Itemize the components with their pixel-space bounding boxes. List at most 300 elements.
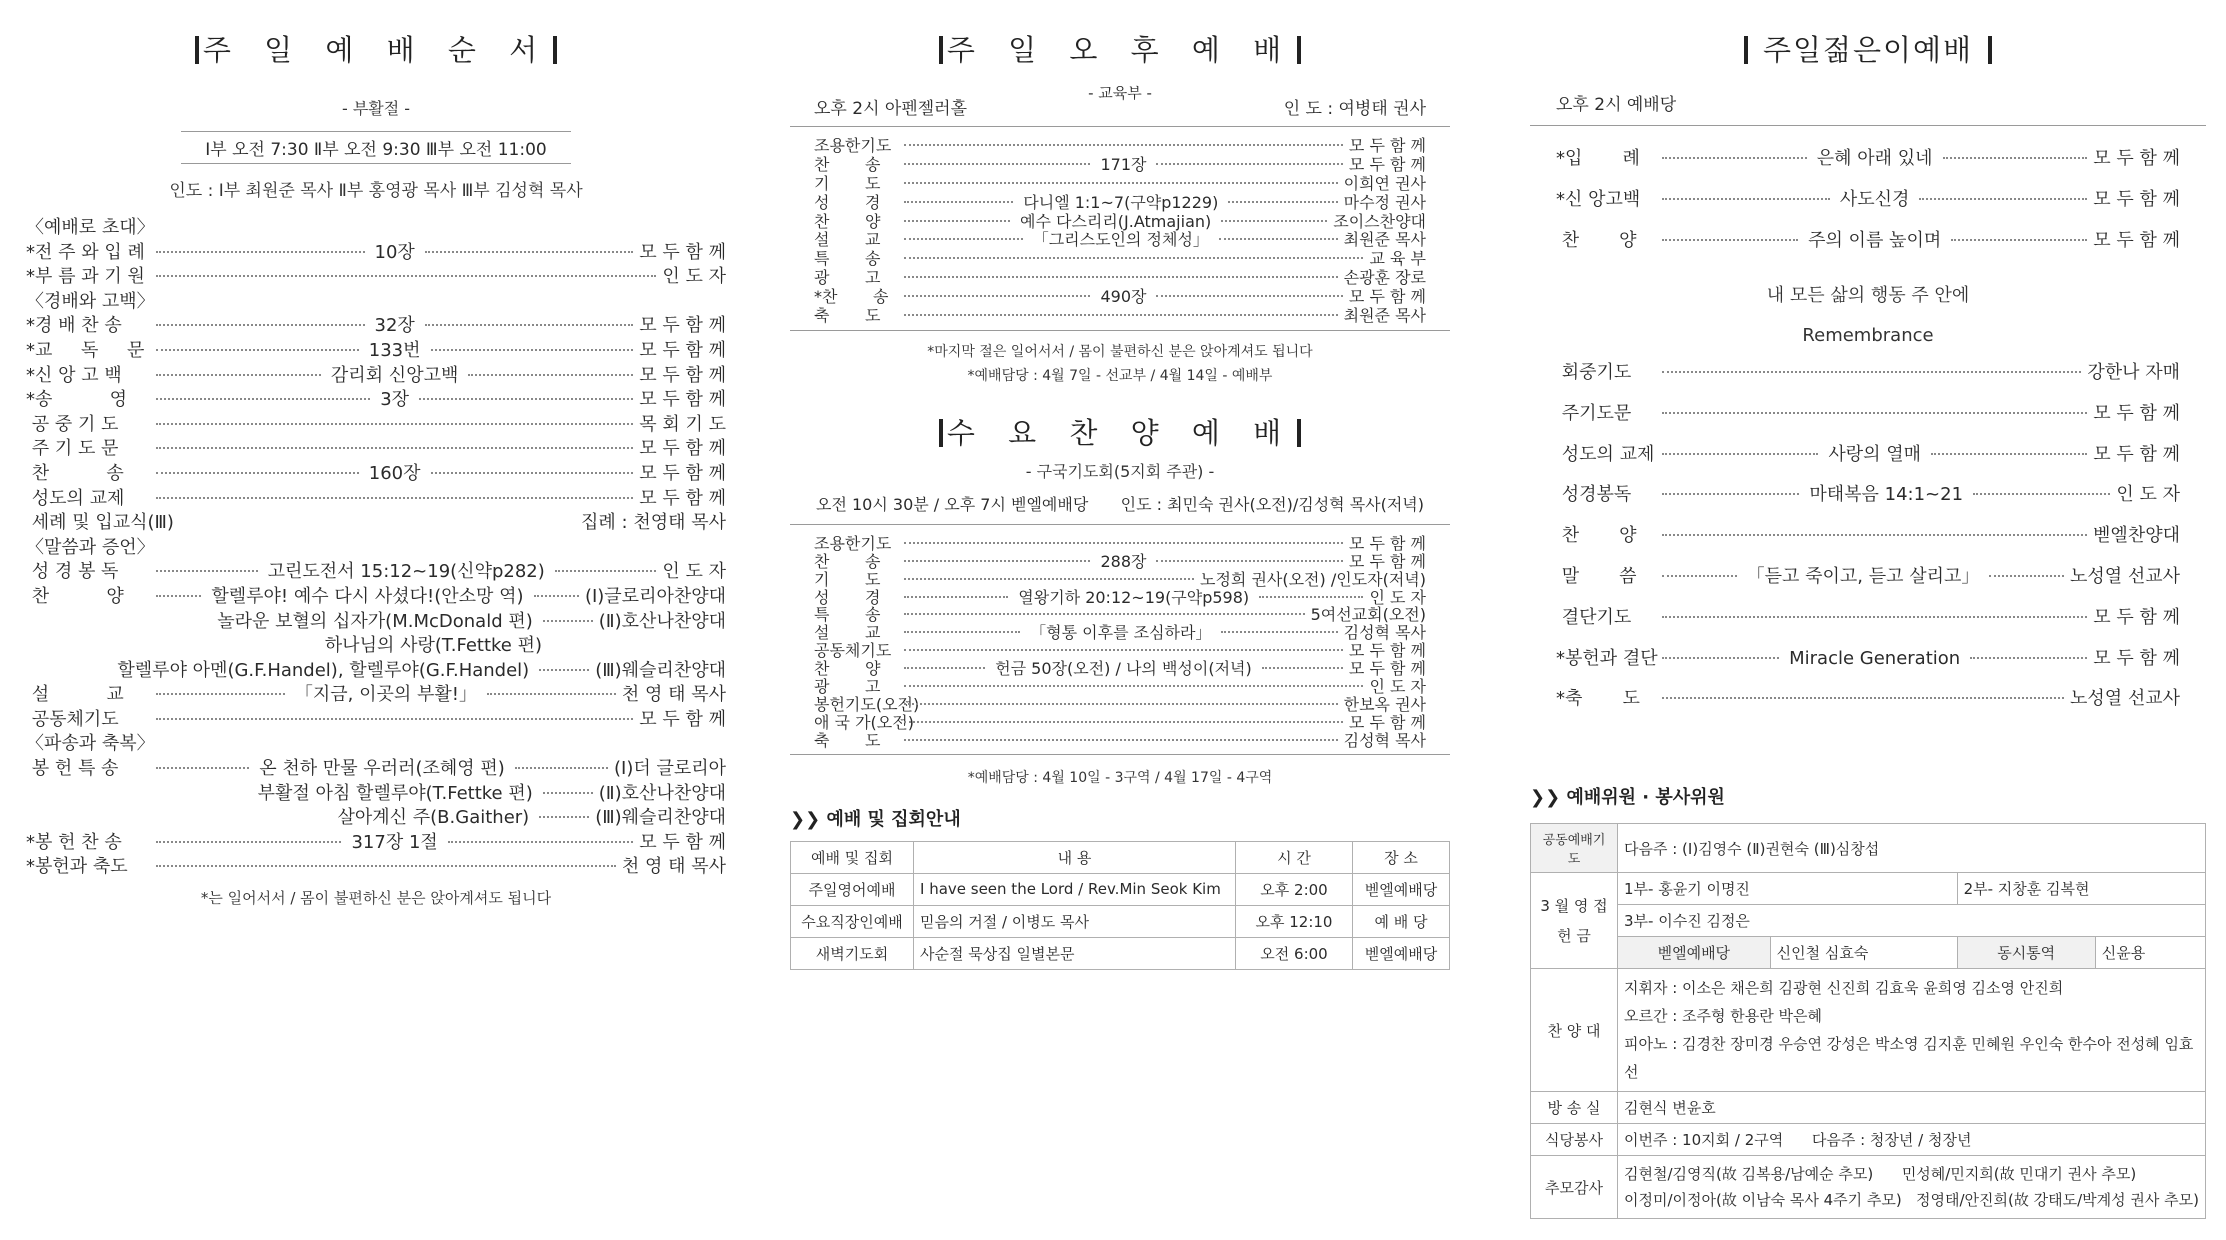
dot-leader bbox=[1221, 631, 1337, 633]
row-detail: 사랑의 열매 bbox=[1828, 443, 1921, 465]
dot-leader bbox=[1662, 616, 2087, 618]
dot-leader bbox=[539, 816, 589, 818]
dot-leader bbox=[468, 374, 633, 376]
row-responsible: 모 두 함 께 bbox=[2093, 647, 2181, 669]
dot-leader bbox=[904, 295, 1090, 297]
dot-leader bbox=[1951, 239, 2087, 241]
program-row bbox=[814, 620, 1426, 643]
row-label: 특 송 bbox=[814, 605, 881, 625]
row-responsible: (Ⅱ)호산나찬양대 bbox=[598, 610, 726, 632]
program-row bbox=[1556, 521, 2180, 562]
wednesday-subtitle: - 구국기도회(5지회 주관) - bbox=[1025, 461, 1215, 481]
program-row bbox=[814, 728, 1426, 750]
dot-leader bbox=[1259, 596, 1363, 598]
row-responsible: 노정희 권사(오전) /인도자(저녁) bbox=[1199, 569, 1426, 589]
row-label: 조용한기도 bbox=[814, 533, 892, 553]
row-responsible: 노성열 선교사 bbox=[2069, 688, 2180, 710]
youth-place: 오후 2시 예배당 bbox=[1556, 95, 1677, 115]
row-responsible: 모 두 함 께 bbox=[639, 708, 726, 730]
program-row bbox=[814, 710, 1426, 732]
row-responsible: 5여선교회(오전) bbox=[1310, 605, 1426, 625]
afternoon-note-standing: *마지막 절은 일어서서 / 몸이 불편하신 분은 앉아계셔도 됩니다 bbox=[927, 343, 1313, 360]
row-label: 성 경 bbox=[814, 192, 881, 212]
vol-prayer: 다음주 : (Ⅰ)김영수 (Ⅱ)권현숙 (Ⅲ)심창섭 bbox=[1618, 824, 2206, 873]
row-label: 특 송 bbox=[814, 249, 881, 269]
schedule-header-row bbox=[791, 841, 1450, 873]
row-label: 설 교 bbox=[814, 623, 881, 643]
schedule-cell: 사순절 묵상집 일별본문 bbox=[914, 937, 1236, 969]
volunteers-table bbox=[1530, 823, 2206, 1219]
row-label: 세례 및 입교식(Ⅲ) bbox=[26, 512, 174, 534]
memorial-line: 이정미/이정아(故 이남숙 목사 4주기 추모) 정영태/안진희(故 강태도/박계성 권사 추모) bbox=[1624, 1191, 2199, 1210]
row-detail: 490장 bbox=[1100, 287, 1147, 307]
row-detail: 할렐루야! 예수 다시 사셨다!(안소망 역) bbox=[211, 585, 524, 607]
row-label: 공동체기도 bbox=[814, 641, 892, 661]
dot-leader bbox=[555, 570, 657, 572]
row-label: 성도의 교제 bbox=[26, 487, 125, 509]
section-heading: 〈파송과 축복〉 bbox=[26, 733, 155, 755]
row-responsible: 이희연 권사 bbox=[1343, 173, 1426, 193]
row-label: *봉헌과 축도 bbox=[26, 856, 128, 878]
row-responsible: 최원준 목사 bbox=[1343, 230, 1427, 250]
vol-prayer-label: 공동예배기도 bbox=[1531, 824, 1618, 873]
row-detail: 열왕기하 20:12~19(구약p598) bbox=[1018, 587, 1250, 607]
program-row bbox=[26, 828, 726, 853]
program-row bbox=[814, 549, 1426, 571]
row-label: 찬 양 bbox=[814, 211, 881, 231]
vol-interpretation-cell: 벧엘예배당 bbox=[1618, 937, 1771, 969]
program-row bbox=[814, 265, 1426, 288]
dot-leader bbox=[904, 163, 1090, 165]
dot-leader bbox=[156, 423, 633, 425]
wednesday-order bbox=[814, 531, 1427, 750]
program-row bbox=[26, 705, 726, 730]
row-label: 봉 헌 특 송 bbox=[26, 758, 119, 780]
row-label: 찬 양 bbox=[1556, 525, 1637, 547]
standing-footnote: *는 일어서서 / 몸이 불편하신 분은 앉아계셔도 됩니다 bbox=[200, 889, 552, 908]
row-detail: 「듣고 죽이고, 듣고 살리고」 bbox=[1746, 565, 1980, 587]
row-responsible: 김성혁 목사 bbox=[1343, 730, 1426, 750]
dot-leader bbox=[156, 398, 370, 400]
dot-leader bbox=[448, 841, 633, 843]
row-responsible: 한보옥 권사 bbox=[1343, 694, 1426, 714]
dot-leader bbox=[1262, 667, 1343, 669]
dot-leader bbox=[904, 613, 1305, 615]
row-responsible: 모 두 함 께 bbox=[639, 241, 727, 263]
row-label: 축 도 bbox=[814, 306, 881, 326]
row-responsible: 모 두 함 께 bbox=[639, 364, 726, 386]
schedule-header-cell: 내 용 bbox=[914, 841, 1236, 873]
program-row bbox=[1556, 358, 2180, 399]
program-row bbox=[1556, 644, 2180, 685]
vol-offering-1: 1부- 홍윤기 이명진 bbox=[1618, 873, 1958, 905]
program-row bbox=[814, 303, 1426, 326]
row-label: 찬 양 bbox=[26, 585, 124, 607]
row-label: 성 경 봉 독 bbox=[26, 561, 119, 583]
dot-leader bbox=[1989, 575, 2064, 577]
program-row bbox=[1556, 185, 2180, 226]
vol-memorial-label: 추모감사 bbox=[1531, 1156, 1618, 1219]
schedule-table bbox=[790, 841, 1450, 970]
row-detail: 부활절 아침 할렐루야(T.Fettke 편) bbox=[257, 782, 533, 804]
dot-leader bbox=[904, 560, 1090, 562]
afternoon-order bbox=[814, 133, 1427, 326]
row-label: 찬 송 bbox=[814, 551, 881, 571]
row-label: *찬 송 bbox=[814, 287, 889, 307]
row-label: 찬 양 bbox=[1556, 230, 1637, 251]
dot-leader bbox=[156, 447, 633, 449]
program-row bbox=[814, 190, 1426, 212]
row-detail: 예수 다스리리(J.Atmajian) bbox=[1019, 211, 1212, 231]
dot-leader bbox=[1156, 560, 1342, 562]
program-row bbox=[1556, 399, 2180, 440]
dot-leader bbox=[1156, 163, 1342, 165]
schedule-cell: 수요직장인예배 bbox=[791, 905, 914, 937]
row-responsible: 모 두 함 께 bbox=[639, 462, 726, 484]
dot-leader bbox=[904, 703, 1338, 705]
dot-leader bbox=[1919, 198, 2087, 200]
row-label: 결단기도 bbox=[1556, 606, 1632, 628]
dot-leader bbox=[904, 182, 1338, 184]
row-detail: 하나님의 사랑(T.Fettke 편) bbox=[324, 635, 542, 657]
row-label: *봉 헌 찬 송 bbox=[26, 831, 122, 853]
row-responsible: 모 두 함 께 bbox=[1348, 551, 1426, 571]
program-row bbox=[26, 557, 726, 582]
vol-memorial bbox=[1618, 1156, 2206, 1219]
afternoon-service-info bbox=[790, 80, 1450, 120]
row-detail: 10장 bbox=[374, 241, 415, 263]
vol-choir-label: 찬 양 대 bbox=[1531, 969, 1618, 1092]
row-responsible: 천 영 태 목사 bbox=[621, 684, 726, 706]
wednesday-note-duty: *예배담당 : 4월 10일 - 3구역 / 4월 17일 - 4구역 bbox=[967, 769, 1273, 786]
row-responsible: 인 도 자 bbox=[2116, 484, 2181, 506]
row-detail: 160장 bbox=[368, 462, 421, 484]
dot-leader bbox=[1228, 201, 1337, 203]
program-row bbox=[814, 638, 1426, 661]
dot-leader bbox=[156, 718, 633, 720]
order-of-worship bbox=[26, 213, 726, 877]
youth-service-column bbox=[1530, 0, 2206, 1219]
row-responsible: (Ⅲ)웨슬리찬양대 bbox=[595, 807, 726, 829]
volunteers-heading: ❯❯ 예배위원 · 봉사위원 bbox=[1530, 787, 1725, 809]
row-detail: 171장 bbox=[1100, 154, 1147, 174]
program-row bbox=[1556, 684, 2180, 725]
schedule-heading: ❯❯ 예배 및 집회안내 bbox=[790, 808, 961, 830]
row-responsible: 모 두 함 께 bbox=[1348, 154, 1426, 174]
dot-leader bbox=[904, 314, 1338, 316]
row-responsible: 모 두 함 께 bbox=[1348, 712, 1426, 732]
vol-broadcast: 김현식 변윤호 bbox=[1618, 1092, 2206, 1124]
row-responsible: 인 도 자 bbox=[1369, 587, 1426, 607]
choir-line: 오르간 : 조주형 한용란 박은혜 bbox=[1624, 1007, 1823, 1026]
schedule-cell: 벧엘예배당 bbox=[1353, 873, 1450, 905]
dot-leader bbox=[1970, 657, 2087, 659]
program-row bbox=[814, 171, 1426, 193]
schedule-header-cell: 장 소 bbox=[1353, 841, 1450, 873]
dot-leader bbox=[156, 767, 249, 769]
schedule-cell: 오전 6:00 bbox=[1236, 937, 1353, 969]
row-detail: 「그리스도인의 정체성」 bbox=[1032, 230, 1209, 250]
dot-leader bbox=[1219, 238, 1338, 240]
schedule-cell: 벧엘예배당 bbox=[1353, 937, 1450, 969]
program-row bbox=[814, 585, 1426, 607]
vol-offering-label: 3 월 영 접 헌 금 bbox=[1531, 873, 1618, 969]
row-detail: 할렐루야 아멘(G.F.Handel), 할렐루야(G.F.Handel) bbox=[117, 659, 530, 681]
program-row bbox=[814, 567, 1426, 589]
program-row bbox=[814, 602, 1426, 625]
program-row-continued bbox=[26, 631, 726, 656]
dot-leader bbox=[1662, 657, 1779, 659]
row-detail: 사도신경 bbox=[1839, 189, 1910, 210]
vol-interpretation-cell: 신윤용 bbox=[2095, 937, 2205, 969]
vol-meal: 이번주 : 10지회 / 2구역 다음주 : 청장년 / 청장년 bbox=[1618, 1124, 2206, 1156]
row-detail: 감리회 신앙고백 bbox=[330, 364, 459, 386]
row-detail: 고린도전서 15:12~19(신약p282) bbox=[267, 561, 545, 583]
program-row bbox=[814, 152, 1426, 174]
dot-leader bbox=[904, 721, 1343, 723]
row-label: 조용한기도 bbox=[814, 136, 892, 155]
dot-leader bbox=[1156, 295, 1342, 297]
row-label: *신 앙 고 백 bbox=[26, 364, 122, 386]
program-row bbox=[814, 531, 1426, 553]
row-label: *봉헌과 결단 bbox=[1556, 647, 1658, 669]
program-row bbox=[814, 227, 1427, 250]
dot-leader bbox=[1662, 239, 1798, 241]
row-label: 성 경 bbox=[814, 587, 881, 607]
afternoon-place: 오후 2시 아펜젤러홀 bbox=[814, 99, 967, 119]
schedule-cell: 주일영어예배 bbox=[791, 873, 914, 905]
section-heading: 〈경배와 고백〉 bbox=[26, 290, 155, 312]
row-responsible: (Ⅱ)호산나찬양대 bbox=[598, 782, 726, 804]
dot-leader bbox=[1662, 697, 2064, 699]
program-row bbox=[26, 508, 726, 533]
vol-choir bbox=[1618, 969, 2206, 1092]
program-row bbox=[26, 385, 726, 410]
row-detail: 다니엘 1:1~7(구약p1229) bbox=[1023, 192, 1219, 212]
row-label: 공 중 기 도 bbox=[26, 413, 119, 435]
row-label: 주기도문 bbox=[1556, 402, 1632, 424]
dot-leader bbox=[515, 767, 608, 769]
row-label: *송 영 bbox=[26, 389, 127, 411]
schedule-cell: 오후 2:00 bbox=[1236, 873, 1353, 905]
dot-leader bbox=[431, 472, 634, 474]
choir-line: 피아노 : 김경찬 장미경 우승연 강성은 박소영 김지훈 민혜원 우인숙 한수아 전성혜 임효선 bbox=[1624, 1035, 2194, 1082]
row-label: 공동체기도 bbox=[26, 708, 119, 730]
dot-leader bbox=[156, 275, 656, 277]
vol-broadcast-label: 방 송 실 bbox=[1531, 1092, 1618, 1124]
schedule-row bbox=[791, 937, 1450, 969]
row-responsible: (Ⅰ)더 글로리아 bbox=[614, 758, 727, 780]
dot-leader bbox=[904, 542, 1343, 544]
row-label: 찬 송 bbox=[814, 154, 881, 174]
dot-leader bbox=[904, 596, 1008, 598]
dot-leader bbox=[904, 238, 1023, 240]
program-row bbox=[1556, 480, 2180, 521]
dot-leader bbox=[419, 398, 633, 400]
program-row bbox=[26, 361, 726, 386]
dot-leader bbox=[904, 631, 1020, 633]
wednesday-info bbox=[790, 492, 1450, 520]
row-responsible: 모 두 함 께 bbox=[2093, 148, 2180, 169]
row-label: 기 도 bbox=[814, 173, 881, 193]
row-detail: 32장 bbox=[374, 315, 415, 337]
row-responsible: 노성열 선교사 bbox=[2069, 565, 2181, 587]
vol-interpretation-cell: 신인철 심효숙 bbox=[1770, 937, 1957, 969]
dot-leader bbox=[904, 739, 1338, 741]
program-row-continued bbox=[26, 656, 726, 681]
row-responsible: 모 두 함 께 bbox=[639, 487, 726, 509]
sunday-service-title: 주 일 예 배 순 서 bbox=[26, 28, 726, 72]
row-responsible: 모 두 함 께 bbox=[1348, 287, 1426, 307]
schedule-header-cell: 예배 및 집회 bbox=[791, 841, 914, 873]
row-responsible: 교 육 부 bbox=[1369, 249, 1426, 269]
schedule-cell: 새벽기도회 bbox=[791, 937, 914, 969]
youth-order bbox=[1556, 144, 2180, 267]
dot-leader bbox=[1931, 453, 2087, 455]
dot-leader bbox=[1662, 534, 2087, 536]
chevron-right-icon: ❯❯ bbox=[790, 808, 821, 830]
program-row bbox=[1556, 603, 2180, 644]
afternoon-dept: - 교육부 - bbox=[1088, 84, 1152, 102]
row-responsible: 강한나 자매 bbox=[2087, 362, 2180, 383]
dot-leader bbox=[534, 595, 579, 597]
row-detail: 3장 bbox=[380, 389, 410, 411]
wednesday-place: 오전 10시 30분 / 오후 7시 벧엘예배당 bbox=[816, 494, 1089, 514]
wednesday-service-title: 수 요 찬 양 예 배 bbox=[790, 411, 1450, 455]
row-responsible: 손광훈 장로 bbox=[1343, 268, 1426, 288]
dot-leader bbox=[156, 841, 341, 843]
row-label: 회중기도 bbox=[1556, 362, 1632, 383]
dot-leader bbox=[156, 865, 616, 867]
row-responsible: 모 두 함 께 bbox=[1348, 659, 1427, 679]
vol-offering-3: 3부- 이수진 김정은 bbox=[1618, 905, 2206, 937]
row-responsible: 모 두 함 께 bbox=[639, 389, 726, 411]
row-detail: 「형통 이후를 조심하라」 bbox=[1030, 623, 1212, 643]
program-row bbox=[1556, 144, 2180, 185]
program-row bbox=[1556, 562, 2180, 603]
row-responsible: 모 두 함 께 bbox=[2093, 606, 2180, 628]
section-heading: 〈예배로 초대〉 bbox=[26, 217, 155, 238]
program-row bbox=[814, 284, 1426, 307]
dot-leader bbox=[156, 324, 365, 326]
program-row bbox=[26, 262, 726, 287]
schedule-cell: I have seen the Lord / Rev.Min Seok Kim bbox=[914, 873, 1236, 905]
dot-leader bbox=[156, 374, 321, 376]
schedule-cell: 오후 12:10 bbox=[1236, 905, 1353, 937]
schedule-row bbox=[791, 905, 1450, 937]
row-label: 성도의 교제 bbox=[1556, 443, 1655, 465]
program-row bbox=[26, 238, 726, 263]
afternoon-note-duty: *예배담당 : 4월 7일 - 선교부 / 4월 14일 - 예배부 bbox=[967, 367, 1273, 384]
row-label: 봉헌기도(오전) bbox=[814, 694, 920, 714]
program-row bbox=[814, 674, 1426, 697]
row-detail: 온 천하 만물 우러러(조혜영 편) bbox=[259, 758, 505, 780]
row-label: 성경봉독 bbox=[1556, 484, 1632, 506]
dot-leader bbox=[156, 595, 201, 597]
row-responsible: 모 두 함 께 bbox=[2093, 230, 2181, 251]
dot-leader bbox=[904, 685, 1363, 687]
row-label: *축 도 bbox=[1556, 688, 1640, 710]
dot-leader bbox=[1662, 157, 1807, 159]
dot-leader bbox=[1662, 453, 1818, 455]
row-responsible: 조이스찬양대 bbox=[1333, 211, 1426, 231]
program-row-continued bbox=[26, 803, 726, 828]
row-responsible: 인 도 자 bbox=[662, 561, 727, 583]
row-detail: 주의 이름 높이며 bbox=[1808, 230, 1942, 251]
dot-leader bbox=[1221, 220, 1327, 222]
row-detail: 317장 1절 bbox=[351, 831, 438, 853]
row-responsible: 벧엘찬양대 bbox=[2093, 525, 2180, 547]
row-label: 애 국 가(오전) bbox=[814, 712, 914, 732]
program-row bbox=[26, 336, 726, 361]
row-detail: 헌금 50장(오전) / 나의 백성이(저녁) bbox=[995, 659, 1252, 679]
row-label: 주 기 도 문 bbox=[26, 438, 119, 460]
dot-leader bbox=[904, 144, 1343, 146]
dot-leader bbox=[156, 251, 365, 253]
youth-song-3: Remembrance bbox=[1802, 325, 1934, 346]
service-leaders: 인도 : Ⅰ부 최원준 목사 Ⅱ부 홍영광 목사 Ⅲ부 김성혁 목사 bbox=[169, 181, 583, 201]
dot-leader bbox=[543, 792, 593, 794]
program-row bbox=[814, 133, 1426, 155]
program-row bbox=[26, 582, 726, 607]
row-responsible: 최원준 목사 bbox=[1343, 306, 1426, 326]
row-responsible: 목 회 기 도 bbox=[639, 413, 726, 435]
schedule-cell: 예 배 당 bbox=[1353, 905, 1450, 937]
afternoon-service-title: 주 일 오 후 예 배 bbox=[790, 28, 1450, 72]
dot-leader bbox=[487, 693, 616, 695]
row-label: *신 앙고백 bbox=[1556, 189, 1641, 210]
vol-offering-2: 2부- 지창훈 김복현 bbox=[1957, 873, 2205, 905]
chevron-right-icon: ❯❯ bbox=[1530, 787, 1561, 809]
schedule-cell: 믿음의 거절 / 이병도 목사 bbox=[914, 905, 1236, 937]
row-responsible: (Ⅲ)웨슬리찬양대 bbox=[595, 659, 726, 681]
row-responsible: 김성혁 목사 bbox=[1343, 623, 1426, 643]
vol-interpretation-cell: 동시통역 bbox=[1957, 937, 2095, 969]
dot-leader bbox=[1662, 493, 1799, 495]
dot-leader bbox=[904, 201, 1013, 203]
sunday-service-column bbox=[26, 0, 726, 908]
row-label: 찬 양 bbox=[814, 659, 881, 679]
program-row bbox=[26, 754, 726, 779]
row-label: *입 례 bbox=[1556, 148, 1640, 169]
dot-leader bbox=[1973, 493, 2110, 495]
row-label: 기 도 bbox=[814, 569, 881, 589]
row-detail: 133번 bbox=[368, 339, 421, 361]
program-row bbox=[1556, 440, 2180, 481]
row-detail: Miracle Generation bbox=[1789, 647, 1961, 669]
program-row bbox=[26, 680, 726, 705]
dot-leader bbox=[904, 649, 1343, 651]
dot-leader bbox=[425, 251, 634, 253]
dot-leader bbox=[1662, 371, 2081, 373]
program-row bbox=[814, 692, 1426, 714]
program-row bbox=[814, 656, 1427, 679]
program-row bbox=[26, 311, 726, 336]
dot-leader bbox=[156, 472, 359, 474]
dot-leader bbox=[904, 578, 1194, 580]
dot-leader bbox=[425, 324, 634, 326]
dot-leader bbox=[156, 497, 633, 499]
row-detail: 마태복음 14:1~21 bbox=[1809, 484, 1964, 506]
row-detail: 288장 bbox=[1100, 551, 1147, 571]
vol-interpretation-row bbox=[1531, 937, 2206, 969]
row-responsible: 천 영 태 목사 bbox=[621, 856, 726, 878]
program-row bbox=[26, 410, 726, 435]
easter-subtitle: - 부활절 - bbox=[341, 99, 411, 118]
program-row bbox=[26, 434, 726, 459]
vol-meal-label: 식당봉사 bbox=[1531, 1124, 1618, 1156]
schedule-header-cell: 시 간 bbox=[1236, 841, 1353, 873]
